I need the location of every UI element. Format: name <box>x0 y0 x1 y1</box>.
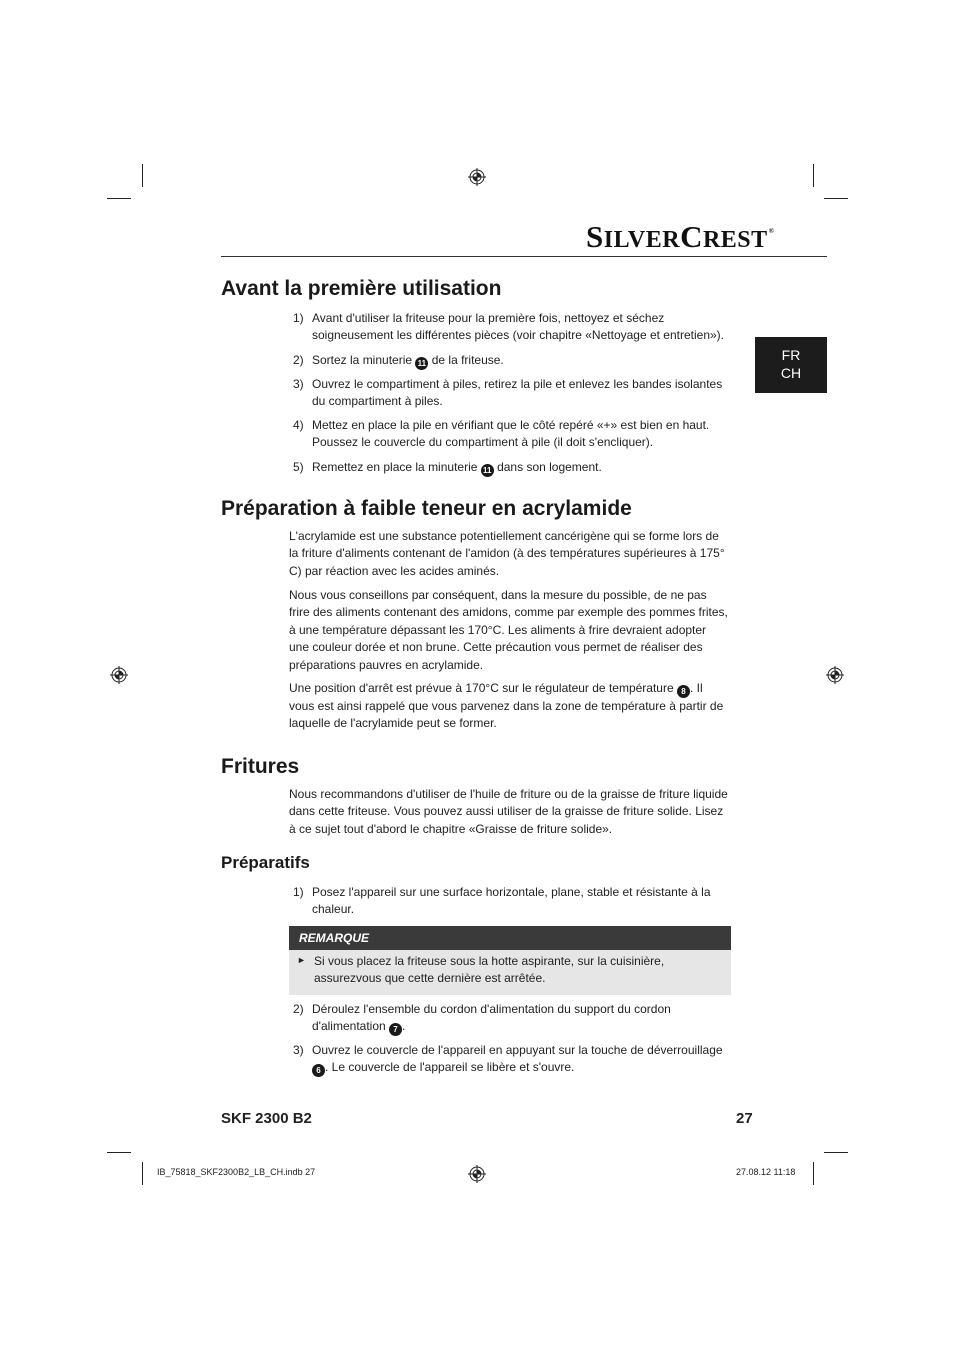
list-item: 3) Ouvrez le compartiment à piles, retirez la pile et enlevez les bandes isolantes du compartiment à piles. <box>293 377 723 409</box>
crop-mark <box>824 198 848 199</box>
page-number: 27 <box>736 1110 753 1127</box>
crop-mark <box>142 1162 143 1185</box>
section-title: Fritures <box>221 755 300 778</box>
print-slug-file: IB_75818_SKF2300B2_LB_CH.indb 27 <box>157 1167 316 1177</box>
registration-mark-icon <box>468 1165 486 1183</box>
list-item: 4) Mettez en place la pile en vérifiant que le côté repéré «+» est bien en haut. Poussez le couvercle du compartiment à pile (il doit s'encliquer). <box>293 418 710 450</box>
part-number-badge: 6 <box>312 1064 325 1077</box>
note-text: Si vous placez la friteuse sous la hotte aspirante, sur la cuisinière, assurezvous que cette dernière est arrêtée. <box>314 954 665 986</box>
crop-mark <box>107 198 131 199</box>
crop-mark <box>142 164 143 187</box>
part-number-badge: 11 <box>481 464 494 477</box>
note-box <box>289 950 731 995</box>
brand-logo: SILVERCREST® <box>586 219 775 254</box>
crop-mark <box>813 164 814 187</box>
note-header: REMARQUE <box>289 926 731 950</box>
list-item: 1) Posez l'appareil sur une surface horizontale, plane, stable et résistante à la chaleur. <box>293 885 711 917</box>
list-item: 2) Sortez la minuterie 11 de la friteuse. <box>293 353 504 368</box>
print-slug-date: 27.08.12 11:18 <box>736 1167 796 1177</box>
list-item: 5) Remettez en place la minuterie 11 dans son logement. <box>293 460 602 475</box>
part-number-badge: 11 <box>415 357 428 370</box>
section-title: Avant la première utilisation <box>221 277 502 300</box>
list-item: 3) Ouvrez le couvercle de l'appareil en appuyant sur la touche de déverrouillage 6 . Le couvercle de l'appareil se libère et s'ouvre. <box>293 1043 723 1076</box>
paragraph: Nous recommandons d'utiliser de l'huile de friture ou de la graisse de friture liquide dans cette friteuse. Vous pouvez aussi utiliser de la graisse de friture solide. Lisez à ce sujet tout d'abord le chapitre «Graisse de friture solide». <box>289 787 728 836</box>
registration-mark-icon <box>826 666 844 684</box>
language-tab: FR CH <box>755 337 827 393</box>
paragraph: L'acrylamide est une substance potentiellement cancérigène qui se forme lors de la friture d'aliments contenant de l'amidon (à des températures supérieures à 175° C) par réaction avec les acides aminés. <box>289 529 725 578</box>
model-number: SKF 2300 B2 <box>221 1110 312 1127</box>
arrow-bullet-icon: ► <box>297 955 306 965</box>
paragraph: Une position d'arrêt est prévue à 170°C sur le régulateur de température 8 . Il vous est ainsi rappelé que vous parvenez dans la zone de température à partir de laquelle de l'acrylamide peut se former. <box>289 681 724 731</box>
registration-mark-icon <box>468 168 486 186</box>
header-rule <box>221 256 827 257</box>
part-number-badge: 7 <box>389 1023 402 1036</box>
crop-mark <box>824 1152 848 1153</box>
crop-mark <box>107 1152 131 1153</box>
list-item: 2) Déroulez l'ensemble du cordon d'alimentation du support du cordon d'alimentation 7 . <box>293 1002 671 1035</box>
paragraph: Nous vous conseillons par conséquent, dans la mesure du possible, de ne pas frire des aliments contenant des amidons, comme par exemple des pommes frites, à une température dépassant les 170°C. Les aliments à frire devraient adopter une couleur dorée et non brune. Cette précaution vous permet de réaliser des préparations pauvres en acrylamide. <box>289 588 728 672</box>
section-title: Préparation à faible teneur en acrylamide <box>221 497 632 520</box>
crop-mark <box>813 1162 814 1185</box>
registration-mark-icon <box>110 666 128 684</box>
part-number-badge: 8 <box>677 685 690 698</box>
list-item: 1) Avant d'utiliser la friteuse pour la première fois, nettoyez et séchez soigneusement les différentes pièces (voir chapitre «Nettoyage et entretien»). <box>293 311 725 343</box>
subsection-title: Préparatifs <box>221 853 310 872</box>
